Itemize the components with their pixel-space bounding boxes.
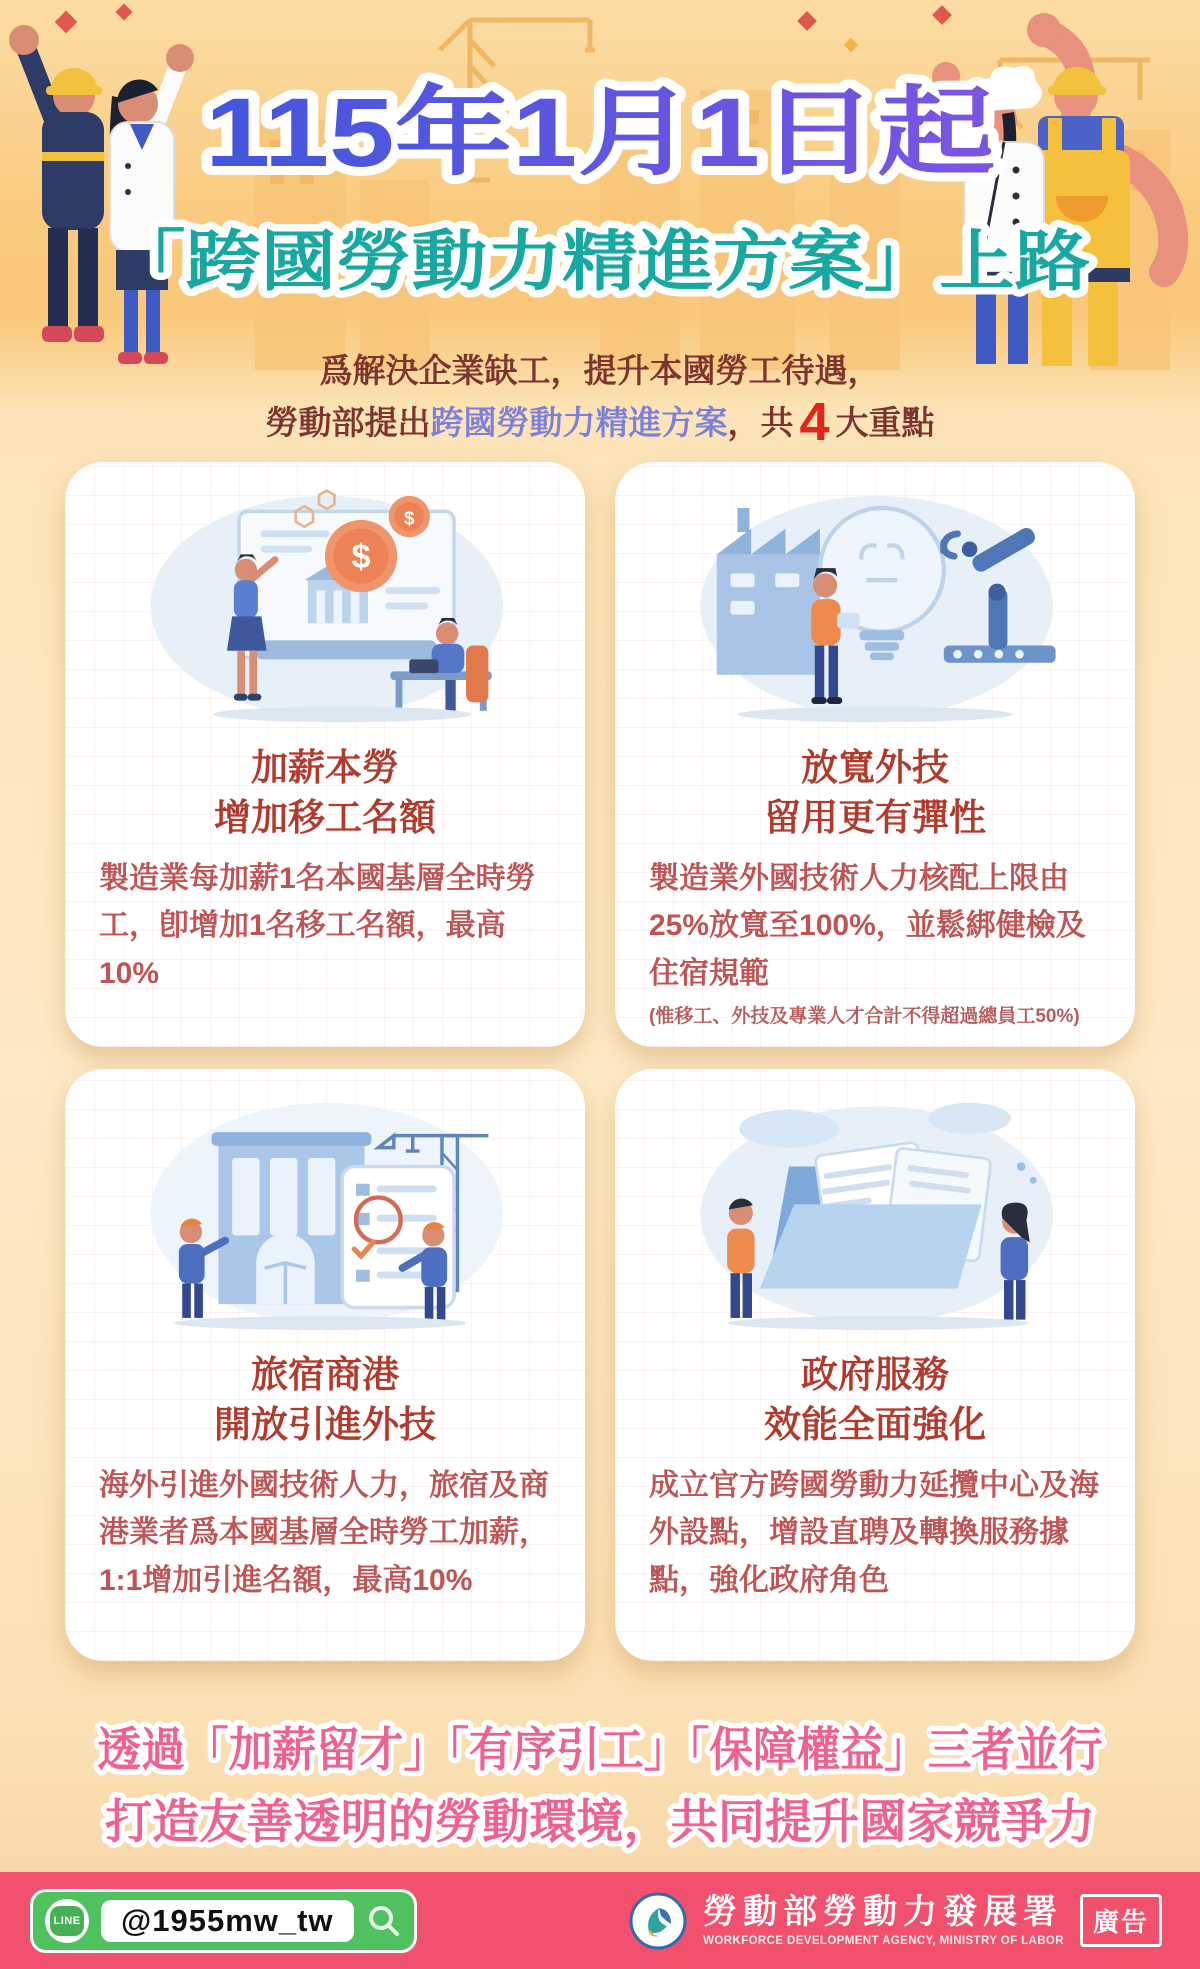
card-government-service xyxy=(615,1069,1135,1661)
card-body: 製造業外國技術人力核配上限由25%放寬至100%，並鬆綁健檢及住宿規範 xyxy=(649,861,1086,990)
intro-line2-mid: ，共 xyxy=(727,403,794,441)
intro-line2 xyxy=(0,391,1200,452)
svg-text:$: $ xyxy=(351,538,371,577)
line-badge[interactable] xyxy=(30,1889,417,1953)
card-note: (惟移工、外技及專業人才合計不得超過總員工50%) xyxy=(649,1006,1080,1028)
agency-name: 勞動部勞動力發展署 xyxy=(703,1893,1064,1932)
coin-icon xyxy=(325,520,397,592)
card-body: 海外引進外國技術人力，旅宿及商港業者爲本國基層全時勞工加薪，1:1增加引進名額，最高10% xyxy=(99,1468,549,1597)
card-pay-raise-quota xyxy=(65,462,585,1047)
card-title: 放寬外技 留用更有彈性 xyxy=(764,747,986,838)
slogan-line1: 透過「加薪留才」「有序引工」「保障權益」三者並行 xyxy=(97,1723,1103,1776)
intro-line2-highlight: 跨國勞動力精進方案 xyxy=(430,403,728,441)
main-title: 115年1月1日起 xyxy=(205,78,995,187)
card-hotel-port-import xyxy=(65,1069,585,1661)
intro-line2-prefix: 勞動部提出 xyxy=(265,403,431,441)
card-body: 成立官方跨國勞動力延攬中心及海外設點，增設直聘及轉換服務據點，強化政府角色 xyxy=(649,1468,1099,1597)
intro-line1: 爲解決企業缺工，提升本國勞工待遇， xyxy=(319,352,881,389)
line-id-box[interactable]: @1955mw_tw xyxy=(101,1900,354,1942)
card-title: 旅宿商港 開放引進外技 xyxy=(214,1354,436,1445)
intro-line2-number: 4 xyxy=(799,391,830,452)
building-crane-illustration xyxy=(99,1077,551,1342)
factory-lightbulb-illustration xyxy=(649,470,1101,735)
wda-logo xyxy=(629,1892,687,1950)
search-icon[interactable] xyxy=(366,1903,402,1939)
slogan-line2: 打造友善透明的勞動環境，共同提升國家競爭力 xyxy=(105,1795,1092,1848)
intro-text xyxy=(0,348,1200,452)
line-icon: LINE xyxy=(45,1899,89,1943)
svg-text:$: $ xyxy=(404,508,415,530)
coin-icon-small xyxy=(389,496,430,537)
card-title: 政府服務 效能全面強化 xyxy=(764,1354,986,1445)
footer xyxy=(0,1872,1200,1969)
intro-line2-suffix: 大重點 xyxy=(835,403,935,441)
salary-presentation-illustration xyxy=(99,470,551,735)
person-figure-right xyxy=(1001,1203,1030,1320)
card-foreign-tech-flexibility xyxy=(615,462,1135,1047)
highlight-cards-grid xyxy=(65,462,1135,1661)
card-title: 加薪本勞 增加移工名額 xyxy=(214,747,436,838)
program-subtitle: 「跨國勞動力精進方案」上路 xyxy=(110,224,1090,298)
folder-documents-illustration xyxy=(649,1077,1101,1342)
agency-block xyxy=(629,1892,1162,1950)
agency-name-en: WORKFORCE DEVELOPMENT AGENCY, MINISTRY OF LABOR xyxy=(703,1934,1064,1947)
card-body: 製造業每加薪1名本國基層全時勞工，卽增加1名移工名額，最高10% xyxy=(99,861,536,990)
person-figure-left xyxy=(727,1199,755,1318)
ad-badge: 廣告 xyxy=(1080,1894,1162,1947)
